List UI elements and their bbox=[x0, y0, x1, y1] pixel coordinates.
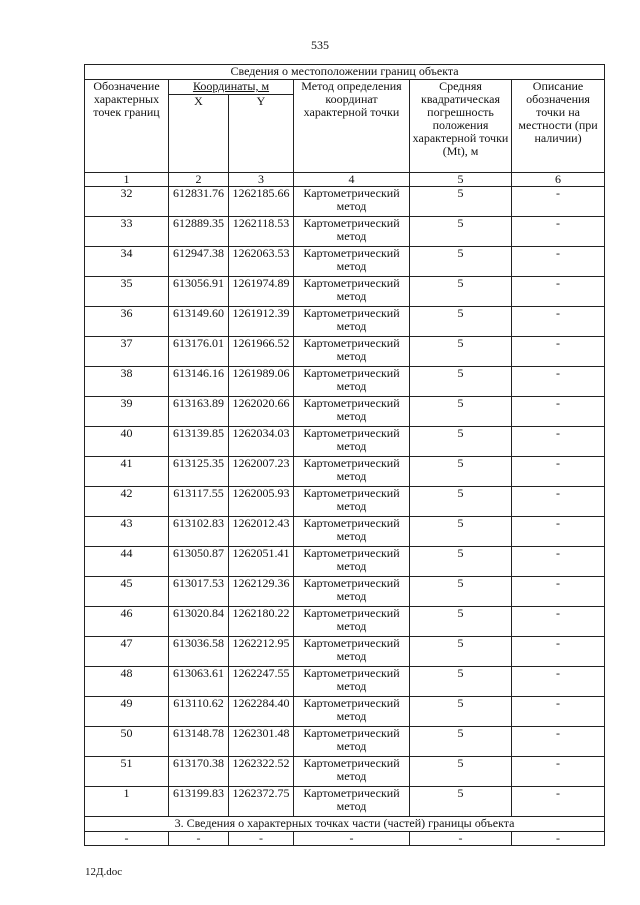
table-row bbox=[85, 367, 605, 397]
x-cell: 613117.55 bbox=[169, 487, 229, 517]
y-cell: 1262301.48 bbox=[229, 727, 294, 757]
section3-cell: - bbox=[294, 832, 410, 846]
x-cell: 612947.38 bbox=[169, 247, 229, 277]
x-cell: 613110.62 bbox=[169, 697, 229, 727]
mt-cell: 5 bbox=[410, 247, 512, 277]
table-row bbox=[85, 727, 605, 757]
section3-row bbox=[85, 832, 605, 846]
table-row bbox=[85, 607, 605, 637]
point-cell: 38 bbox=[85, 367, 169, 397]
x-cell: 613148.78 bbox=[169, 727, 229, 757]
table-row bbox=[85, 757, 605, 787]
y-cell: 1262118.53 bbox=[229, 217, 294, 247]
y-cell: 1262063.53 bbox=[229, 247, 294, 277]
point-cell: 44 bbox=[85, 547, 169, 577]
mt-cell: 5 bbox=[410, 787, 512, 817]
point-cell: 50 bbox=[85, 727, 169, 757]
header-accuracy: Средняя квадратическая погрешность положения характерной точки (Mt), м bbox=[410, 80, 512, 173]
desc-cell: - bbox=[512, 757, 605, 787]
table-row bbox=[85, 577, 605, 607]
method-cell: Картометрический метод bbox=[294, 787, 410, 817]
section3-title: 3. Сведения о характерных точках части (частей) границы объекта bbox=[85, 817, 605, 832]
mt-cell: 5 bbox=[410, 727, 512, 757]
table-row bbox=[85, 217, 605, 247]
desc-cell: - bbox=[512, 727, 605, 757]
point-cell: 43 bbox=[85, 517, 169, 547]
method-cell: Картометрический метод bbox=[294, 457, 410, 487]
mt-cell: 5 bbox=[410, 757, 512, 787]
page-number: 535 bbox=[311, 38, 329, 52]
table-row bbox=[85, 427, 605, 457]
x-cell: 613125.35 bbox=[169, 457, 229, 487]
y-cell: 1262284.40 bbox=[229, 697, 294, 727]
method-cell: Картометрический метод bbox=[294, 307, 410, 337]
x-cell: 613139.85 bbox=[169, 427, 229, 457]
x-cell: 612889.35 bbox=[169, 217, 229, 247]
desc-cell: - bbox=[512, 457, 605, 487]
section3-cell: - bbox=[169, 832, 229, 846]
method-cell: Картометрический метод bbox=[294, 397, 410, 427]
y-cell: 1262005.93 bbox=[229, 487, 294, 517]
method-cell: Картометрический метод bbox=[294, 277, 410, 307]
mt-cell: 5 bbox=[410, 217, 512, 247]
mt-cell: 5 bbox=[410, 397, 512, 427]
y-cell: 1262034.03 bbox=[229, 427, 294, 457]
point-cell: 34 bbox=[85, 247, 169, 277]
boundary-table bbox=[84, 64, 605, 846]
table-caption: Сведения о местоположении границ объекта bbox=[85, 65, 605, 80]
point-cell: 1 bbox=[85, 787, 169, 817]
y-cell: 1262007.23 bbox=[229, 457, 294, 487]
mt-cell: 5 bbox=[410, 547, 512, 577]
y-cell: 1262020.66 bbox=[229, 397, 294, 427]
section3-cell: - bbox=[410, 832, 512, 846]
point-cell: 49 bbox=[85, 697, 169, 727]
method-cell: Картометрический метод bbox=[294, 607, 410, 637]
point-cell: 33 bbox=[85, 217, 169, 247]
mt-cell: 5 bbox=[410, 517, 512, 547]
footer-filename: 12Д.doc bbox=[85, 866, 123, 878]
mt-cell: 5 bbox=[410, 277, 512, 307]
method-cell: Картометрический метод bbox=[294, 667, 410, 697]
header-coords: Координаты, м bbox=[169, 80, 294, 95]
desc-cell: - bbox=[512, 487, 605, 517]
column-number-row bbox=[85, 173, 605, 187]
mt-cell: 5 bbox=[410, 307, 512, 337]
section3-cell: - bbox=[229, 832, 294, 846]
desc-cell: - bbox=[512, 697, 605, 727]
x-cell: 613050.87 bbox=[169, 547, 229, 577]
col-number: 3 bbox=[229, 173, 294, 187]
x-cell: 612831.76 bbox=[169, 187, 229, 217]
col-number: 2 bbox=[169, 173, 229, 187]
method-cell: Картометрический метод bbox=[294, 487, 410, 517]
table-row bbox=[85, 487, 605, 517]
desc-cell: - bbox=[512, 187, 605, 217]
header-point: Обозначение характерных точек границ bbox=[85, 80, 169, 173]
mt-cell: 5 bbox=[410, 427, 512, 457]
mt-cell: 5 bbox=[410, 607, 512, 637]
mt-cell: 5 bbox=[410, 367, 512, 397]
method-cell: Картометрический метод bbox=[294, 757, 410, 787]
mt-cell: 5 bbox=[410, 637, 512, 667]
table-row bbox=[85, 697, 605, 727]
table-row bbox=[85, 397, 605, 427]
mt-cell: 5 bbox=[410, 457, 512, 487]
method-cell: Картометрический метод bbox=[294, 577, 410, 607]
method-cell: Картометрический метод bbox=[294, 727, 410, 757]
desc-cell: - bbox=[512, 517, 605, 547]
y-cell: 1261912.39 bbox=[229, 307, 294, 337]
point-cell: 51 bbox=[85, 757, 169, 787]
method-cell: Картометрический метод bbox=[294, 337, 410, 367]
method-cell: Картометрический метод bbox=[294, 637, 410, 667]
y-cell: 1262185.66 bbox=[229, 187, 294, 217]
table-row bbox=[85, 457, 605, 487]
table-row bbox=[85, 187, 605, 217]
table-caption-row bbox=[85, 65, 605, 80]
y-cell: 1262247.55 bbox=[229, 667, 294, 697]
desc-cell: - bbox=[512, 577, 605, 607]
x-cell: 613017.53 bbox=[169, 577, 229, 607]
desc-cell: - bbox=[512, 667, 605, 697]
header-row bbox=[85, 80, 605, 95]
desc-cell: - bbox=[512, 637, 605, 667]
x-cell: 613056.91 bbox=[169, 277, 229, 307]
point-cell: 41 bbox=[85, 457, 169, 487]
desc-cell: - bbox=[512, 337, 605, 367]
method-cell: Картометрический метод bbox=[294, 547, 410, 577]
mt-cell: 5 bbox=[410, 187, 512, 217]
table-row bbox=[85, 787, 605, 817]
desc-cell: - bbox=[512, 427, 605, 457]
y-cell: 1262212.95 bbox=[229, 637, 294, 667]
section3-cell: - bbox=[512, 832, 605, 846]
table-row bbox=[85, 307, 605, 337]
mt-cell: 5 bbox=[410, 337, 512, 367]
point-cell: 42 bbox=[85, 487, 169, 517]
col-number: 4 bbox=[294, 173, 410, 187]
col-number: 1 bbox=[85, 173, 169, 187]
x-cell: 613063.61 bbox=[169, 667, 229, 697]
point-cell: 37 bbox=[85, 337, 169, 367]
y-cell: 1261966.52 bbox=[229, 337, 294, 367]
y-cell: 1261989.06 bbox=[229, 367, 294, 397]
point-cell: 40 bbox=[85, 427, 169, 457]
y-cell: 1262372.75 bbox=[229, 787, 294, 817]
point-cell: 46 bbox=[85, 607, 169, 637]
table-row bbox=[85, 547, 605, 577]
desc-cell: - bbox=[512, 307, 605, 337]
desc-cell: - bbox=[512, 787, 605, 817]
y-cell: 1261974.89 bbox=[229, 277, 294, 307]
y-cell: 1262180.22 bbox=[229, 607, 294, 637]
mt-cell: 5 bbox=[410, 667, 512, 697]
desc-cell: - bbox=[512, 547, 605, 577]
point-cell: 35 bbox=[85, 277, 169, 307]
desc-cell: - bbox=[512, 217, 605, 247]
col-number: 5 bbox=[410, 173, 512, 187]
x-cell: 613102.83 bbox=[169, 517, 229, 547]
method-cell: Картометрический метод bbox=[294, 517, 410, 547]
table-row bbox=[85, 667, 605, 697]
x-cell: 613163.89 bbox=[169, 397, 229, 427]
table-row bbox=[85, 517, 605, 547]
x-cell: 613036.58 bbox=[169, 637, 229, 667]
header-description: Описание обозначения точки на местности (при наличии) bbox=[512, 80, 605, 173]
x-cell: 613199.83 bbox=[169, 787, 229, 817]
table-row bbox=[85, 337, 605, 367]
mt-cell: 5 bbox=[410, 487, 512, 517]
y-cell: 1262051.41 bbox=[229, 547, 294, 577]
y-cell: 1262129.36 bbox=[229, 577, 294, 607]
x-cell: 613020.84 bbox=[169, 607, 229, 637]
method-cell: Картометрический метод bbox=[294, 187, 410, 217]
desc-cell: - bbox=[512, 607, 605, 637]
method-cell: Картометрический метод bbox=[294, 427, 410, 457]
x-cell: 613146.16 bbox=[169, 367, 229, 397]
table-row bbox=[85, 277, 605, 307]
point-cell: 48 bbox=[85, 667, 169, 697]
header-x: X bbox=[169, 95, 229, 173]
table-row bbox=[85, 637, 605, 667]
col-number: 6 bbox=[512, 173, 605, 187]
y-cell: 1262012.43 bbox=[229, 517, 294, 547]
mt-cell: 5 bbox=[410, 697, 512, 727]
point-cell: 36 bbox=[85, 307, 169, 337]
point-cell: 45 bbox=[85, 577, 169, 607]
method-cell: Картометрический метод bbox=[294, 247, 410, 277]
method-cell: Картометрический метод bbox=[294, 217, 410, 247]
section3-title-row bbox=[85, 817, 605, 832]
header-method: Метод определения координат характерной точки bbox=[294, 80, 410, 173]
desc-cell: - bbox=[512, 247, 605, 277]
desc-cell: - bbox=[512, 367, 605, 397]
point-cell: 32 bbox=[85, 187, 169, 217]
x-cell: 613149.60 bbox=[169, 307, 229, 337]
method-cell: Картометрический метод bbox=[294, 697, 410, 727]
table-row bbox=[85, 247, 605, 277]
y-cell: 1262322.52 bbox=[229, 757, 294, 787]
method-cell: Картометрический метод bbox=[294, 367, 410, 397]
section3-cell: - bbox=[85, 832, 169, 846]
header-y: Y bbox=[229, 95, 294, 173]
desc-cell: - bbox=[512, 397, 605, 427]
mt-cell: 5 bbox=[410, 577, 512, 607]
x-cell: 613176.01 bbox=[169, 337, 229, 367]
point-cell: 39 bbox=[85, 397, 169, 427]
desc-cell: - bbox=[512, 277, 605, 307]
x-cell: 613170.38 bbox=[169, 757, 229, 787]
point-cell: 47 bbox=[85, 637, 169, 667]
